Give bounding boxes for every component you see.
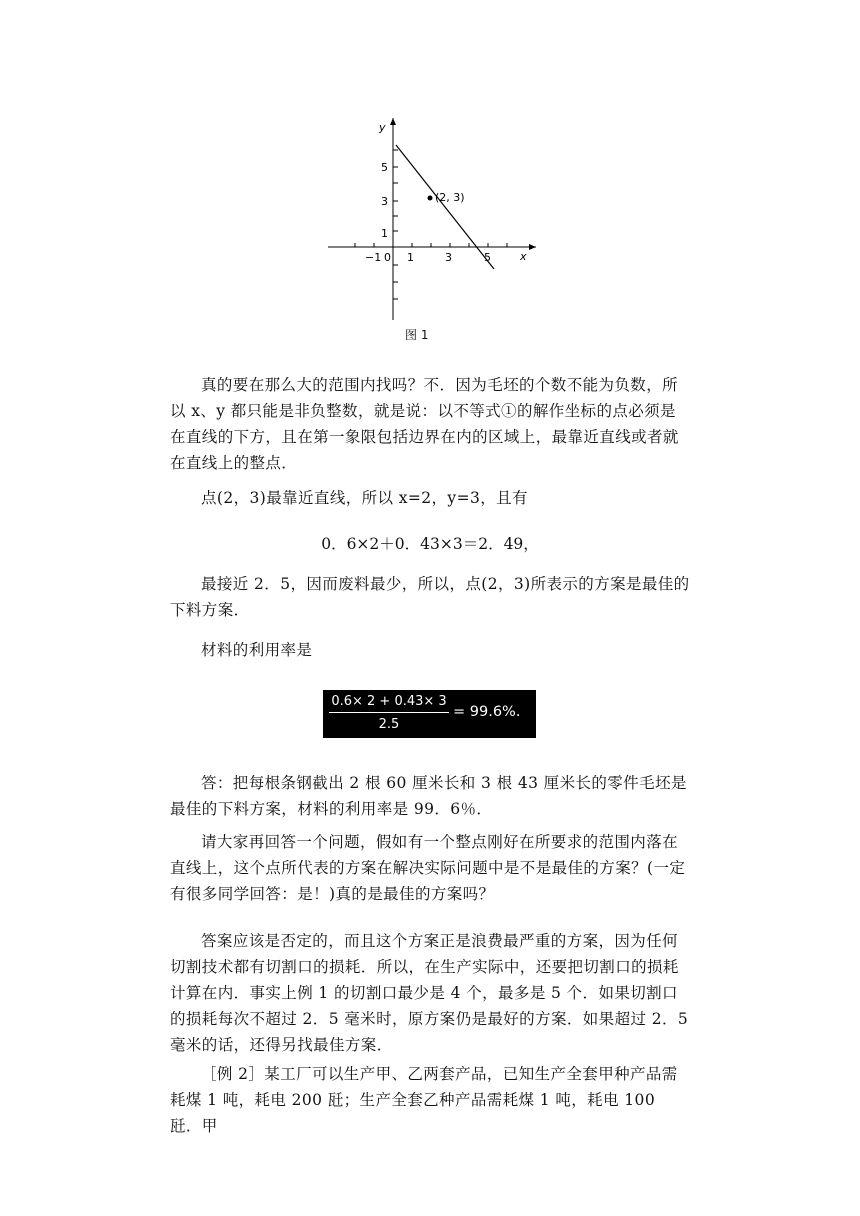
paragraph: 答：把每根条钢截出 2 根 60 厘米长和 3 根 43 厘米长的零件毛坯是最佳的下料方案，材料的利用率是 99．6％． [170, 774, 687, 818]
point-label: (2, 3) [435, 191, 465, 204]
paragraph: 答案应该是否定的，而且这个方案正是浪费最严重的方案，因为任何切割技术都有切割口的损耗．所以，在生产实际中，还要把切割口的损耗计算在内．事实上例 1 的切割口最少是 4 个，最多是 5 个．如果切割口的损耗每次不超过 2．5 毫米时，原方案仍是最好的方案．如果超过 2．5 毫米的话，还得另找最佳方案． [170, 932, 689, 1054]
coordinate-graph [318, 110, 548, 355]
figure-1 [318, 110, 548, 355]
point-2-3 [428, 196, 433, 201]
paragraph: 真的要在那么大的范围内找吗？不．因为毛坯的个数不能为负数，所以 x、y 都只能是非负整数，就是说：以不等式①的解作坐标的点必须是在直线的下方，且在第一象限包括边界在内的区域上，最靠近直线或者就在直线上的整点． [170, 376, 679, 472]
paragraph: 请大家再回答一个问题，假如有一个整点刚好在所要求的范围内落在直线上，这个点所代表的方案在解决实际问题中是不是最佳的方案？(一定有很多同学回答：是！)真的是最佳的方案吗？ [170, 833, 686, 903]
formula-fraction [329, 694, 449, 732]
paragraph: 最接近 2．5，因而废料最少，所以，点(2，3)所表示的方案是最佳的下料方案． [170, 575, 690, 619]
x-axis-label: x [520, 250, 527, 263]
x-tick-label: −1 [365, 251, 382, 264]
x-tick-label: 1 [407, 251, 414, 264]
utilization-formula [323, 690, 536, 738]
formula-result: = 99.6%. [453, 704, 521, 720]
y-tick-label: 1 [381, 227, 388, 240]
paragraph: 点(2，3)最靠近直线，所以 x=2，y=3，且有 [201, 489, 528, 507]
formula-numerator: 0.6× 2 + 0.43× 3 [329, 694, 449, 713]
y-tick-label: 3 [381, 195, 388, 208]
y-axis-arrow [390, 118, 396, 125]
paragraph: ［例 2］某工厂可以生产甲、乙两套产品，已知生产全套甲种产品需耗煤 1 吨，耗电 200 瓩；生产全套乙种产品需耗煤 1 吨，耗电 100 瓩．甲 [170, 1065, 678, 1135]
y-tick-label: 5 [381, 161, 388, 174]
x-axis-arrow [529, 244, 536, 250]
equation-line: 0．6×2＋0．43×3＝2．49， [321, 535, 539, 553]
y-axis-label: y [379, 121, 386, 134]
paragraph: 材料的利用率是 [201, 641, 313, 659]
x-tick-label: 0 [384, 251, 391, 264]
x-tick-label: 3 [445, 251, 452, 264]
x-tick-label: 5 [484, 251, 491, 264]
formula-denominator: 2.5 [378, 717, 400, 732]
figure-caption: 图 1 [405, 328, 429, 342]
